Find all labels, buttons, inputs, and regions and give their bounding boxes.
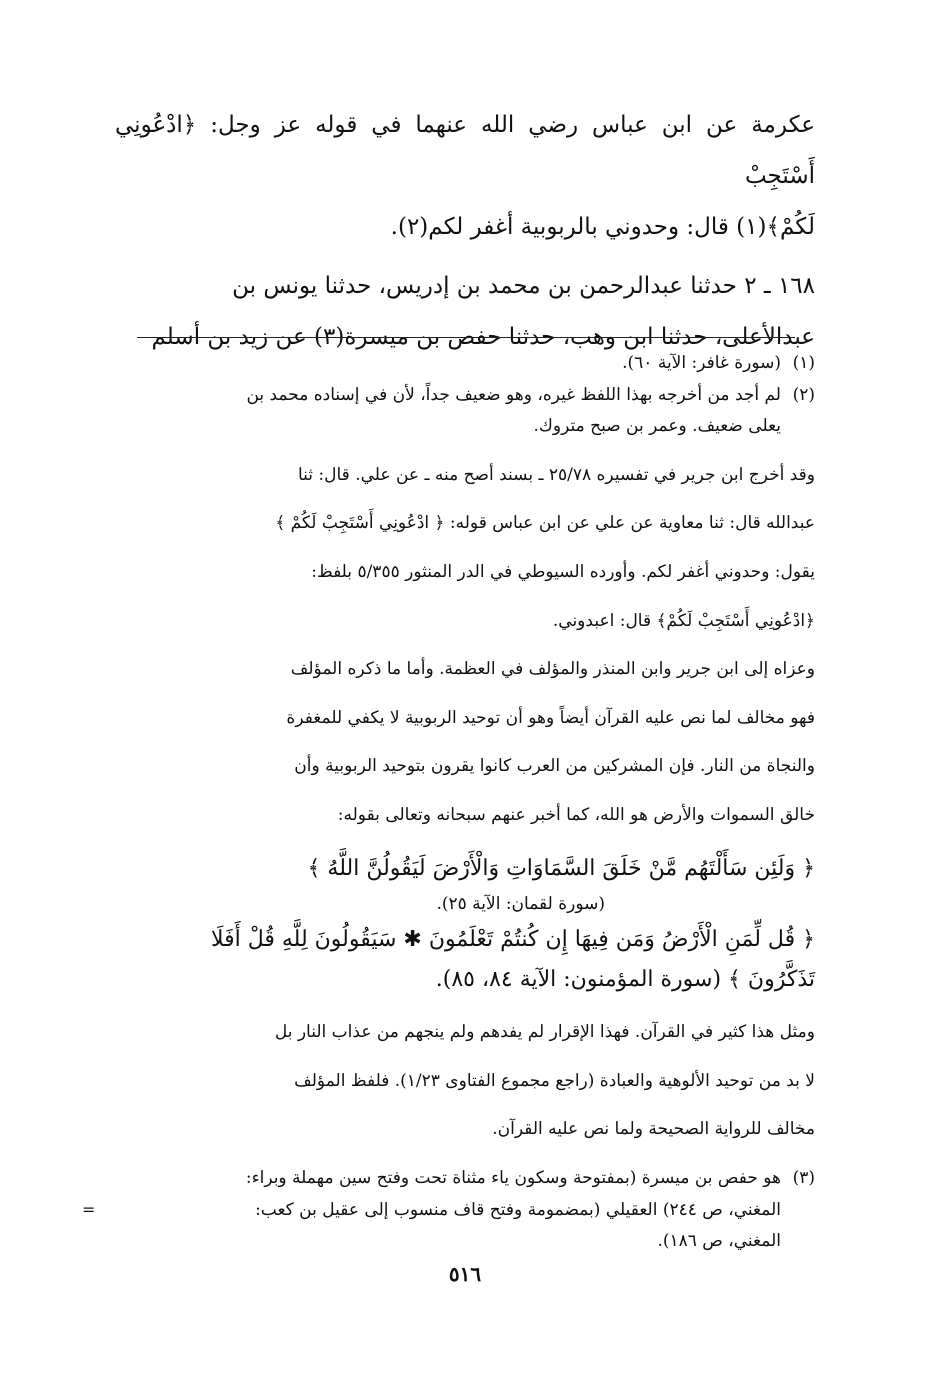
main-line: عبدالأعلى، حدثنا ابن وهب، حدثنا حفص بن ميسرة(٣) عن زيد بن أسلم xyxy=(151,324,815,350)
main-line: لَكُمْ﴾(١) قال: وحدوني بالربوبية أغفر لكم(٢). xyxy=(390,214,815,240)
verse-reference: (سورة لقمان: الآية ٢٥). xyxy=(436,893,605,914)
footnote-line: هو حفص بن ميسرة (بمفتوحة وسكون ياء مثناة تحت وفتح سين مهملة وبراء: xyxy=(245,1167,781,1188)
footnote-3 xyxy=(110,1163,815,1258)
continuation-mark: = xyxy=(82,1200,96,1219)
footnote-line: لم أجد من أخرجه بهذا اللفظ غيره، وهو ضعيف جداً، لأن في إسناده محمد بن xyxy=(246,384,781,405)
footnote-line: ومثل هذا كثير في القرآن. فهذا الإقرار لم يفدهم ولم ينجهم من عذاب النار بل xyxy=(274,1022,815,1043)
footnote-line: وقد أخرج ابن جرير في تفسيره ٢٥/٧٨ ـ بسند أصح منه ـ عن علي. قال: ثنا xyxy=(297,464,815,485)
footnote-number: (٣) xyxy=(792,1167,815,1188)
footnote-line: وعزاه إلى ابن جرير وابن المنذر والمؤلف في العظمة. وأما ما ذكره المؤلف xyxy=(290,659,815,680)
footnote-line: المغني، ص ٢٤٤) العقيلي (بمضمومة وفتح قاف منسوب إلى عقيل بن كعب: xyxy=(255,1199,781,1220)
page-number: ٥١٦ xyxy=(448,1262,482,1286)
footnote-line: والنجاة من النار. فإن المشركين من العرب كانوا يقرون بتوحيد الربوبية وأن xyxy=(294,756,815,777)
footnote-line: خالق السموات والأرض هو الله، كما أخبر عنهم سبحانه وتعالى بقوله: xyxy=(337,804,815,825)
footnote-number: (١) xyxy=(792,353,815,373)
footnote-line: ﴿ادْعُونِي أَسْتَجِبْ لَكُمْ﴾ قال: اعبدوني. xyxy=(552,610,815,631)
footnote-2-continuation xyxy=(110,460,815,1146)
quran-verse-muminun-end: تَذَكَّرُونَ ﴾ (سورة المؤمنون: الآية ٨٤، ٨٥). xyxy=(435,967,815,993)
footnote-line: لا بد من توحيد الألوهية والعبادة (راجع مجموع الفتاوى ١/٢٣). فلفظ المؤلف xyxy=(294,1070,815,1091)
footnote-line: يقول: وحدوني أغفر لكم. وأورده السيوطي في الدر المنثور ٥/٣٥٥ بلفظ: xyxy=(311,561,815,582)
footnote-text: (سورة غافر: الآية ٦٠). xyxy=(622,353,781,373)
main-text xyxy=(115,100,815,363)
footnote-1 xyxy=(110,348,815,380)
footnote-line: عبدالله قال: ثنا معاوية عن علي عن ابن عباس قوله: ﴿ ادْعُونِي أَسْتَجِبْ لَكُمْ ﴾ xyxy=(275,513,815,534)
footnote-line: المغني، ص ١٨٦). xyxy=(657,1231,781,1252)
quran-verse-muminun: ﴿ قُل لِّمَنِ الْأَرْضُ وَمَن فِيهَا إِن كُنتُمْ تَعْلَمُونَ ✱ سَيَقُولُونَ لِلَّهِ قُلْ أَفَلَا xyxy=(210,927,815,953)
quran-verse-luqman: ﴿ وَلَئِن سَأَلْتَهُم مَّنْ خَلَقَ السَّمَاوَاتِ وَالْأَرْضَ لَيَقُولُنَّ اللَّهُ ﴾ xyxy=(307,855,815,881)
footnote-2 xyxy=(110,380,815,443)
paragraph-ikrima xyxy=(115,100,815,253)
main-line: ١٦٨ ـ ٢ حدثنا عبدالرحمن بن محمد بن إدريس، حدثنا يونس بن xyxy=(232,273,815,299)
footnote-separator xyxy=(137,337,795,338)
footnotes xyxy=(110,348,815,1258)
footnote-number: (٢) xyxy=(792,384,815,405)
footnote-line: مخالف للرواية الصحيحة ولما نص عليه القرآن. xyxy=(492,1119,815,1140)
footnote-line: فهو مخالف لما نص عليه القرآن أيضاً وهو أن توحيد الربوبية لا يكفي للمغفرة xyxy=(286,707,815,728)
footnote-line: يعلى ضعيف. وعمر بن صبح متروك. xyxy=(533,416,781,437)
main-line: عكرمة عن ابن عباس رضي الله عنهما في قوله عز وجل: ﴿ادْعُونِي أَسْتَجِبْ xyxy=(115,112,815,189)
